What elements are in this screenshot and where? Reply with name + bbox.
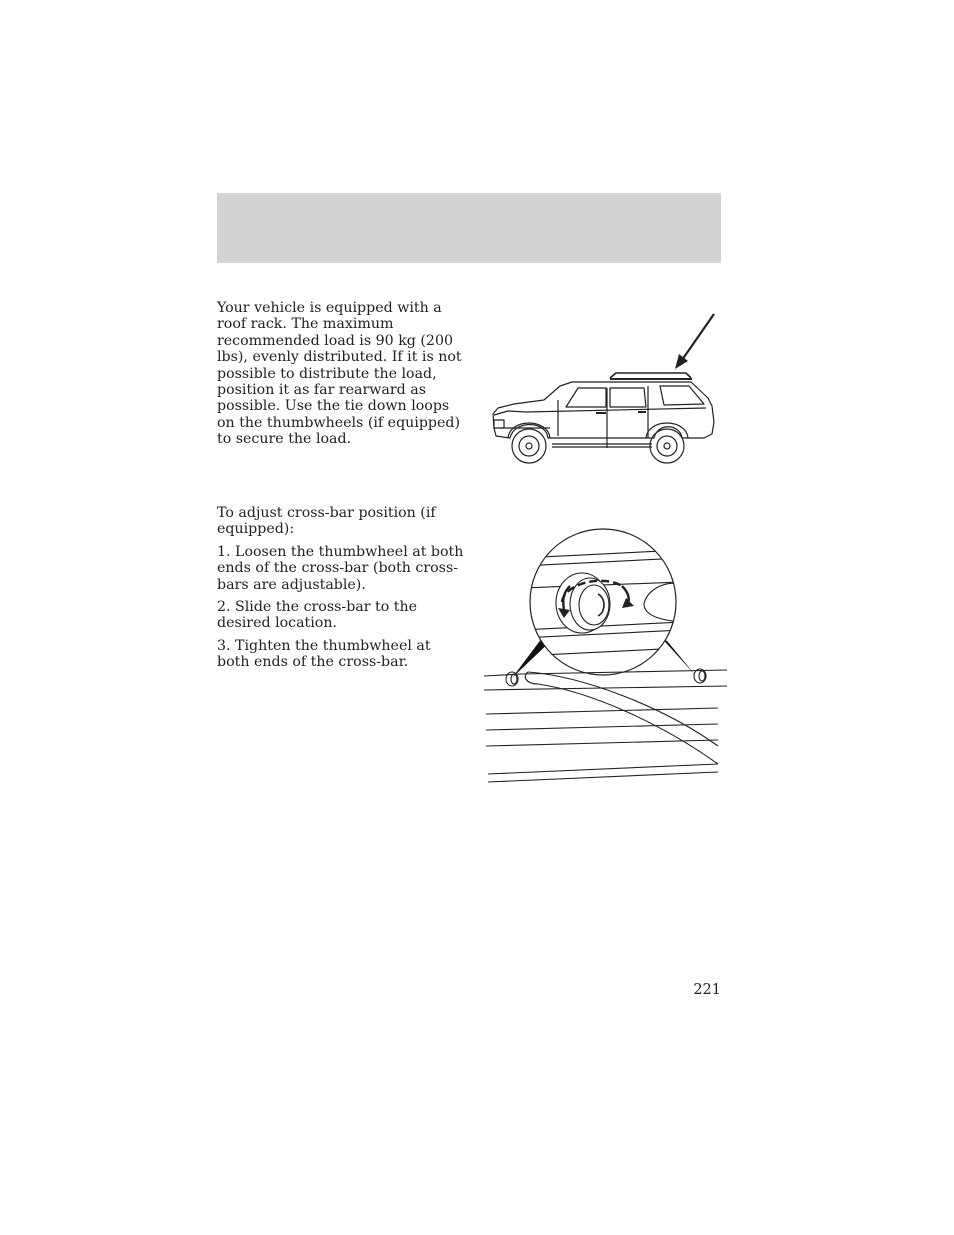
section-header-band (217, 193, 721, 263)
vehicle-roof-rack-illustration (486, 310, 721, 470)
page-number: 221 (693, 982, 721, 998)
roof-rack-paragraph: Your vehicle is equipped with a roof rack. The maximum recommended load is 90 kg (200 lbs), evenly distributed. If it is not possible to distribute the load, position it as far rearward as possible. Use the tie down loops on the thumbwheels (if equipped) to secure the load. (217, 300, 462, 448)
cross-bar-thumbwheel-illustration (482, 518, 727, 783)
step-1: 1. Loosen the thumbwheel at both ends of the cross-bar (both cross-bars are adjustable). (217, 543, 464, 593)
step-3: 3. Tighten the thumbwheel at both ends of the cross-bar. (217, 637, 431, 671)
cross-bar-instructions (217, 505, 467, 677)
step-2: 2. Slide the cross-bar to the desired location. (217, 599, 418, 632)
roof-rack-intro (217, 300, 467, 454)
cross-bar-intro: To adjust cross-bar position (if equipped): (217, 505, 436, 538)
